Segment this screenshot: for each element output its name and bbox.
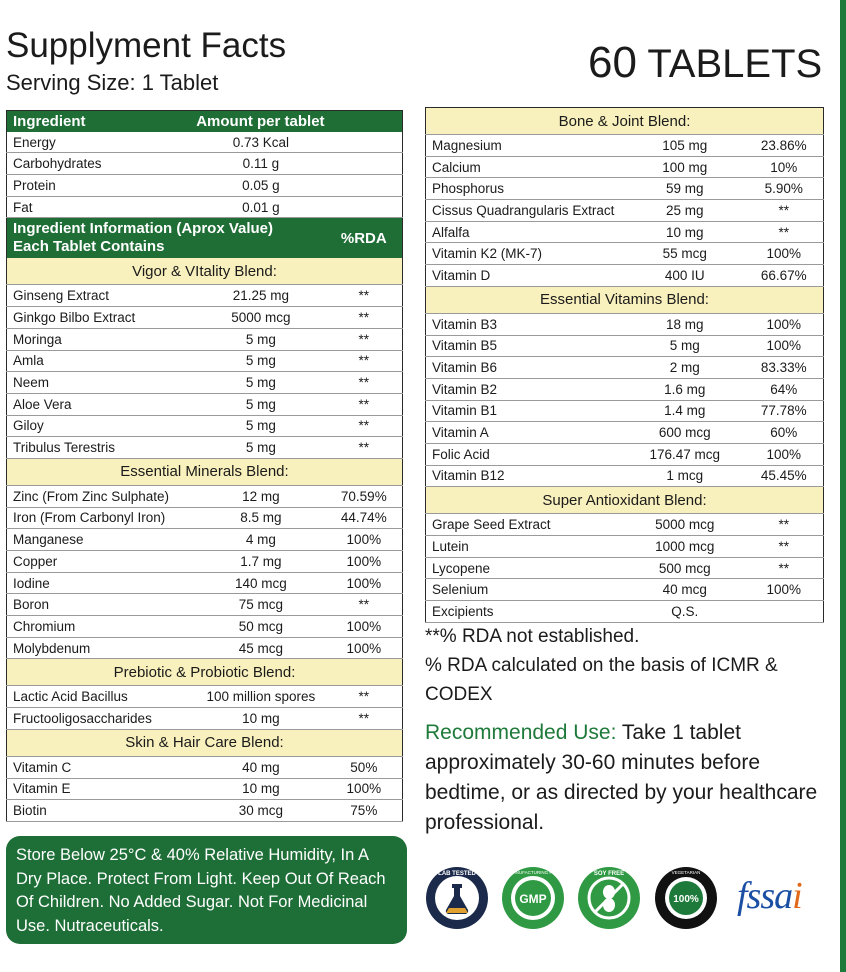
ingredient-amount: 45 mcg <box>196 637 325 659</box>
ingredient-name: Vitamin B2 <box>426 378 625 400</box>
table-row <box>7 800 403 822</box>
ingredient-amount: 8.5 mg <box>196 507 325 529</box>
table-row <box>7 529 403 551</box>
ingredient-amount: 1.6 mg <box>625 378 745 400</box>
ingredient-amount: 5 mg <box>196 328 325 350</box>
ingredient-name: Vitamin K2 (MK-7) <box>426 243 625 265</box>
soy-free-badge-icon <box>577 866 641 930</box>
ingredient-amount: 100 mg <box>625 156 745 178</box>
ingredient-rda: ** <box>745 557 824 579</box>
ingredient-amount: 21.25 mg <box>196 285 325 307</box>
ingredient-amount: 5 mg <box>196 393 325 415</box>
ingredient-rda: 100% <box>745 243 824 265</box>
ingredient-name: Chromium <box>7 616 197 638</box>
ingredient-amount: 40 mg <box>196 756 325 778</box>
table-row <box>7 708 403 730</box>
ingredient-rda: 75% <box>326 800 403 822</box>
rda-notes <box>425 622 835 709</box>
nutrient-amount: 0.73 Kcal <box>196 132 325 153</box>
ingredient-name: Ginseng Extract <box>7 285 197 307</box>
table-row <box>426 200 824 222</box>
ingredient-amount: 59 mg <box>625 178 745 200</box>
fssai-logo <box>737 874 802 918</box>
nutrient-name: Carbohydrates <box>7 153 197 175</box>
ingredient-rda <box>745 601 824 623</box>
ingredient-rda: ** <box>326 285 403 307</box>
table-row <box>7 350 403 372</box>
info-line-2: Each Tablet Contains <box>13 238 165 256</box>
empty-cell <box>326 175 403 197</box>
table-row <box>7 307 403 329</box>
ingredient-rda: ** <box>326 594 403 616</box>
ingredient-amount: 55 mcg <box>625 243 745 265</box>
ingredient-name: Phosphorus <box>426 178 625 200</box>
vegetarian-badge-icon <box>654 866 718 930</box>
table-row <box>7 196 403 218</box>
blend-title: Bone & Joint Blend: <box>426 108 824 135</box>
ingredient-rda: 66.67% <box>745 265 824 287</box>
ingredient-rda: 60% <box>745 422 824 444</box>
gmp-badge-text: GMP <box>519 892 547 906</box>
blend-header <box>426 108 824 135</box>
nutrient-amount: 0.05 g <box>196 175 325 197</box>
nutrient-name: Fat <box>7 196 197 218</box>
ingredient-rda: 100% <box>326 637 403 659</box>
ingredient-name: Cissus Quadrangularis Extract <box>426 200 625 222</box>
ingredient-name: Giloy <box>7 415 197 437</box>
fssai-logo-i: i <box>792 875 802 917</box>
ingredient-rda: 100% <box>745 579 824 601</box>
table-row <box>7 778 403 800</box>
left-facts-table <box>6 110 403 822</box>
ingredient-rda: 100% <box>326 616 403 638</box>
tablet-count-label: TABLETS <box>647 42 823 86</box>
table-row <box>7 393 403 415</box>
ingredient-rda: ** <box>326 708 403 730</box>
ingredient-amount: 140 mcg <box>196 572 325 594</box>
ingredient-name: Molybdenum <box>7 637 197 659</box>
ingredient-name: Lutein <box>426 536 625 558</box>
ingredient-rda: ** <box>745 536 824 558</box>
table-row <box>7 616 403 638</box>
blend-header <box>426 487 824 514</box>
table-row <box>7 153 403 175</box>
table-row <box>426 422 824 444</box>
info-header <box>7 218 403 259</box>
nutrient-amount: 0.01 g <box>196 196 325 218</box>
lab-tested-badge-icon <box>425 866 489 930</box>
ingredient-rda: ** <box>326 307 403 329</box>
ingredient-amount: 5 mg <box>625 335 745 357</box>
ingredient-rda: ** <box>326 328 403 350</box>
ingredient-rda: ** <box>326 686 403 708</box>
table-row <box>7 485 403 507</box>
table-row <box>7 551 403 573</box>
table-row <box>426 135 824 157</box>
blend-title: Vigor & VItality Blend: <box>7 258 403 285</box>
ingredient-rda: 77.78% <box>745 400 824 422</box>
table-row <box>7 437 403 459</box>
table-row <box>426 221 824 243</box>
table-row <box>7 328 403 350</box>
ingredient-rda: ** <box>326 372 403 394</box>
blend-header <box>426 286 824 313</box>
ingredient-amount: 400 IU <box>625 265 745 287</box>
ingredient-name: Vitamin C <box>7 756 197 778</box>
soy-badge-text: SOY FREE <box>593 871 625 877</box>
ingredient-name: Boron <box>7 594 197 616</box>
ingredient-name: Selenium <box>426 579 625 601</box>
ingredient-name: Tribulus Terestris <box>7 437 197 459</box>
ingredient-amount: 5 mg <box>196 350 325 372</box>
ingredient-amount: 176.47 mcg <box>625 443 745 465</box>
table-row <box>7 285 403 307</box>
fssai-logo-main: fssa <box>737 875 793 917</box>
ingredient-rda: 70.59% <box>326 485 403 507</box>
ingredient-amount: 1.4 mg <box>625 400 745 422</box>
ingredient-amount: 5 mg <box>196 372 325 394</box>
ingredient-name: Vitamin B3 <box>426 313 625 335</box>
nutrient-amount: 0.11 g <box>196 153 325 175</box>
veg-badge-text: 100% <box>673 894 699 905</box>
ingredient-name: Grape Seed Extract <box>426 514 625 536</box>
ingredient-name: Excipients <box>426 601 625 623</box>
ingredient-name: Amla <box>7 350 197 372</box>
nutrient-name: Protein <box>7 175 197 197</box>
blend-header <box>7 659 403 686</box>
col-ingredient-head: Ingredient <box>7 111 197 132</box>
ingredient-rda: 45.45% <box>745 465 824 487</box>
ingredient-amount: 12 mg <box>196 485 325 507</box>
blend-header <box>7 729 403 756</box>
ingredient-rda: ** <box>745 514 824 536</box>
ingredient-amount: 30 mcg <box>196 800 325 822</box>
ingredient-rda: ** <box>326 393 403 415</box>
table-row <box>426 378 824 400</box>
lab-badge-text: LAB TESTED <box>438 871 476 877</box>
ingredient-rda: ** <box>326 415 403 437</box>
ingredient-amount: 50 mcg <box>196 616 325 638</box>
ingredient-amount: 40 mcg <box>625 579 745 601</box>
blend-title: Prebiotic & Probiotic Blend: <box>7 659 403 686</box>
table-row <box>7 756 403 778</box>
info-header-label <box>7 218 326 259</box>
ingredient-amount: 100 million spores <box>196 686 325 708</box>
ingredient-name: Zinc (From Zinc Sulphate) <box>7 485 197 507</box>
ingredient-name: Copper <box>7 551 197 573</box>
ingredient-name: Vitamin B5 <box>426 335 625 357</box>
info-line-1: Ingredient Information (Aprox Value) <box>13 220 274 238</box>
ingredient-name: Iron (From Carbonyl Iron) <box>7 507 197 529</box>
empty-cell <box>326 132 403 153</box>
ingredient-rda: 10% <box>745 156 824 178</box>
ingredient-name: Iodine <box>7 572 197 594</box>
rda-header: %RDA <box>326 218 403 259</box>
col-amount-head: Amount per tablet <box>196 111 402 132</box>
table-row <box>7 686 403 708</box>
ingredient-amount: 5000 mcg <box>196 307 325 329</box>
rda-note-2: % RDA calculated on the basis of ICMR & CODEX <box>425 655 778 705</box>
blend-title: Skin & Hair Care Blend: <box>7 729 403 756</box>
ingredient-name: Calcium <box>426 156 625 178</box>
ingredient-rda: ** <box>745 200 824 222</box>
recommended-use-text: Take 1 tablet approximately 30-60 minutes before bedtime, or as directed by your healthcare professional. <box>425 721 818 834</box>
ingredient-amount: 105 mg <box>625 135 745 157</box>
empty-cell <box>326 196 403 218</box>
table-row <box>7 415 403 437</box>
ingredient-name: Vitamin B12 <box>426 465 625 487</box>
ingredient-rda: 100% <box>326 778 403 800</box>
ingredient-amount: 18 mg <box>625 313 745 335</box>
ingredient-name: Lactic Acid Bacillus <box>7 686 197 708</box>
ingredient-name: Neem <box>7 372 197 394</box>
ingredient-amount: 75 mcg <box>196 594 325 616</box>
ingredient-amount: 5000 mcg <box>625 514 745 536</box>
ingredient-amount: 5 mg <box>196 415 325 437</box>
ingredient-amount: 2 mg <box>625 357 745 379</box>
ingredient-rda: 100% <box>326 529 403 551</box>
ingredient-amount: 4 mg <box>196 529 325 551</box>
table-row <box>426 178 824 200</box>
blend-header <box>7 258 403 285</box>
ingredient-name: Vitamin E <box>7 778 197 800</box>
ingredient-rda: ** <box>326 350 403 372</box>
table-row <box>426 335 824 357</box>
table-row <box>7 372 403 394</box>
right-edge-bar <box>840 0 846 972</box>
ingredient-rda: 100% <box>326 551 403 573</box>
ingredient-name: Lycopene <box>426 557 625 579</box>
table-row <box>426 357 824 379</box>
ingredient-rda: 5.90% <box>745 178 824 200</box>
ingredient-amount: 500 mcg <box>625 557 745 579</box>
certification-badges <box>425 866 830 932</box>
table-row <box>7 594 403 616</box>
ingredient-rda: 44.74% <box>326 507 403 529</box>
ingredient-name: Vitamin A <box>426 422 625 444</box>
blend-title: Essential Minerals Blend: <box>7 458 403 485</box>
ingredient-name: Alfalfa <box>426 221 625 243</box>
ingredient-name: Magnesium <box>426 135 625 157</box>
ingredient-rda: 100% <box>326 572 403 594</box>
ingredient-name: Aloe Vera <box>7 393 197 415</box>
ingredient-name: Fructooligosaccharides <box>7 708 197 730</box>
empty-cell <box>326 153 403 175</box>
gmp-badge-icon <box>493 866 573 930</box>
blend-title: Essential Vitamins Blend: <box>426 286 824 313</box>
nutrient-name: Energy <box>7 132 197 153</box>
ingredient-rda: 23.86% <box>745 135 824 157</box>
ingredient-amount: 10 mg <box>196 708 325 730</box>
table-row <box>426 156 824 178</box>
ingredient-amount: 10 mg <box>625 221 745 243</box>
ingredient-rda: 64% <box>745 378 824 400</box>
ingredient-name: Moringa <box>7 328 197 350</box>
tablet-count <box>588 40 822 87</box>
ingredient-name: Vitamin D <box>426 265 625 287</box>
table-row <box>426 536 824 558</box>
ingredient-name: Ginkgo Bilbo Extract <box>7 307 197 329</box>
table-row <box>7 507 403 529</box>
right-facts-table <box>425 107 824 623</box>
recommended-use-label: Recommended Use: <box>425 721 617 744</box>
ingredient-name: Folic Acid <box>426 443 625 465</box>
blend-title: Super Antioxidant Blend: <box>426 487 824 514</box>
ingredient-rda: 100% <box>745 335 824 357</box>
ingredient-rda: 83.33% <box>745 357 824 379</box>
table-row <box>426 443 824 465</box>
ingredient-amount: 1000 mcg <box>625 536 745 558</box>
table-row <box>426 265 824 287</box>
left-table-header <box>7 111 403 132</box>
table-row <box>426 400 824 422</box>
table-row <box>7 175 403 197</box>
ingredient-rda: 100% <box>745 443 824 465</box>
table-row <box>426 601 824 623</box>
ingredient-name: Biotin <box>7 800 197 822</box>
ingredient-rda: ** <box>745 221 824 243</box>
ingredient-amount: 1.7 mg <box>196 551 325 573</box>
veg-ring-text: VEGETARIAN <box>671 870 701 875</box>
rda-note-1: **% RDA not established. <box>425 626 640 647</box>
table-row <box>426 243 824 265</box>
table-row <box>426 313 824 335</box>
recommended-use <box>425 718 830 838</box>
blend-header <box>7 458 403 485</box>
ingredient-amount: Q.S. <box>625 601 745 623</box>
serving-size: Serving Size: 1 Tablet <box>6 70 219 95</box>
table-row <box>7 637 403 659</box>
ingredient-name: Vitamin B1 <box>426 400 625 422</box>
ingredient-rda: ** <box>326 437 403 459</box>
table-row <box>426 514 824 536</box>
ingredient-amount: 600 mcg <box>625 422 745 444</box>
table-row <box>426 465 824 487</box>
ingredient-amount: 25 mg <box>625 200 745 222</box>
ingredient-amount: 10 mg <box>196 778 325 800</box>
table-row <box>7 132 403 153</box>
ingredient-amount: 5 mg <box>196 437 325 459</box>
ingredient-rda: 50% <box>326 756 403 778</box>
table-row <box>7 572 403 594</box>
ingredient-name: Vitamin B6 <box>426 357 625 379</box>
storage-notice: Store Below 25°C & 40% Relative Humidity, In A Dry Place. Protect From Light. Keep Out Of Reach Of Children. No Added Sugar. Not For Medicinal Use. Nutraceuticals. <box>6 836 407 944</box>
ingredient-rda: 100% <box>745 313 824 335</box>
table-row <box>426 579 824 601</box>
table-row <box>426 557 824 579</box>
tablet-count-number: 60 <box>588 38 637 87</box>
page-title: Supplyment Facts <box>6 26 287 65</box>
ingredient-name: Manganese <box>7 529 197 551</box>
gmp-ring-text: GOOD MANUFACTURING PRACTICE <box>493 870 573 875</box>
ingredient-amount: 1 mcg <box>625 465 745 487</box>
